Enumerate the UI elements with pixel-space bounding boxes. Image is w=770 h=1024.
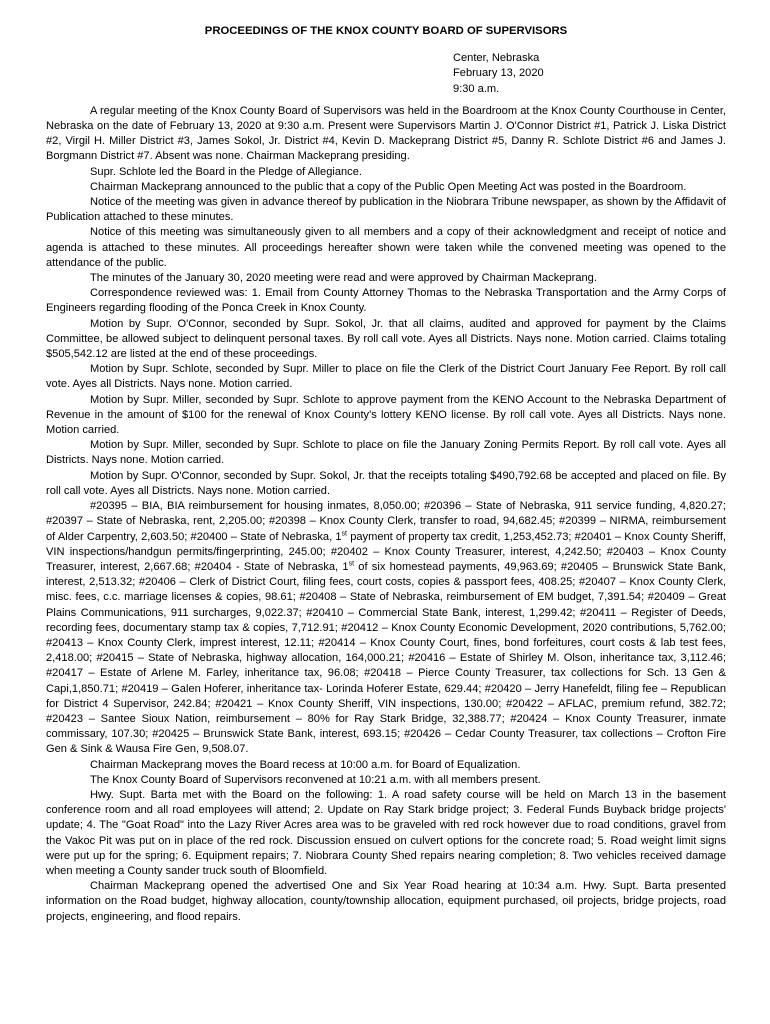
ordinal-suffix: st [341, 529, 347, 537]
paragraph-correspondence: Correspondence reviewed was: 1. Email from County Attorney Thomas to the Nebraska Transportation and the Army Corps of Engineers regarding flooding of the Ponca Creek in Knox County. [46, 287, 726, 315]
paragraph-highway-update: Hwy. Supt. Barta met with the Board on the following: 1. A road safety course will be held on March 13 in the basement conference room and all road employees will attend; 2. Update on Ray Stark bridge project; 3. Federal Funds Buyback bridge projects' update; 4. The "Goat Road" into the Lazy River Acres area was to be graveled with red rock however due to road conditions, gravel from the Vakoc Pit was put on in place of the red rock. Discussion ensued on culvert options for the concrete road; 5. Road weight limit signs were put up for the spring; 6. Equipment repairs; 7. Niobrara County Shed repairs nearing completion; 8. Two vehicles received damage when meeting a County sander truck south of Bloomfield. [46, 788, 726, 877]
meeting-time: 9:30 a.m. [453, 82, 500, 95]
paragraph-motion-claims: Motion by Supr. O'Connor, seconded by Supr. Sokol, Jr. that all claims, audited and approved for payment by the Claims Committee, be allowed subject to delinquent personal taxes. By roll call vote. Ayes all Districts. Nays none. Motion carried. Claims totaling $505,542.12 are listed at the end of these proceedings. [46, 317, 726, 361]
page-title: PROCEEDINGS OF THE KNOX COUNTY BOARD OF SUPERVISORS [204, 25, 568, 37]
paragraph-motion-keno: Motion by Supr. Miller, seconded by Supr. Schlote to approve payment from the KENO Account to the Nebraska Department of Revenue in the amount of $100 for the renewal of Knox County's lottery KENO license. By roll call vote. Ayes all Districts. Nays none. Motion carried. [46, 393, 726, 437]
document-page [46, 18, 726, 925]
paragraph-reconvened: The Knox County Board of Supervisors reconvened at 10:21 a.m. with all members present. [90, 773, 541, 786]
paragraph-notice-publication: Notice of the meeting was given in advance thereof by publication in the Niobrara Tribune newspaper, as shown by the Affidavit of Publication attached to these minutes. [46, 196, 726, 224]
paragraph-recess: Chairman Mackeprang moves the Board recess at 10:00 a.m. for Board of Equalization. [90, 758, 521, 771]
ordinal-suffix: st [348, 560, 355, 568]
paragraph-notice-members: Notice of this meeting was simultaneously given to all members and a copy of their acknowledgment and receipt of notice and agenda is attached to these minutes. All proceedings hereafter shown were taken while the convened meeting was opened to the attendance of the public. [46, 226, 726, 269]
meeting-location: Center, Nebraska [453, 52, 540, 65]
meeting-date: February 13, 2020 [453, 67, 544, 80]
paragraph-receipts-list [46, 499, 726, 757]
receipts-text-part-c: of six homestead payments, 49,963.69; #20405 – Brunswick State Bank, interest, 2,513.32; #20406 – Clerk of District Court, filing fees, court costs, copies & passport fees, 408.25; #20407 – Knox County Clerk, misc. fees, c.c. marriage licenses & copies, 98.61; #20408 – State of Nebraska, reimbursement of EM budget, 7,391.54; #20409 – Great Plains Communications, 911 surcharges, 9,022.37; #20410 – Commercial State Bank, interest, 1,299.42; #20411 – Register of Deeds, recording fees, documentary stamp tax & copies, 7,712.91; #20412 – Knox County Economic Development, 2020 contributions, 5,762.00; #20413 – Knox County Clerk, imprest interest, 12.11; #20414 – Knox County Court, fines, bond forfeitures, court costs & lab test fees, 2,418.00; #20415 – State of Nebraska, highway allocation, 164,000.21; #20416 – Estate of Shirley M. Olson, inheritance tax, 3,112.46; #20417 – Estate of Arlene M. Farley, inheritance tax, 96.08; #20418 – Pierce County Treasurer, tax collections for Sch. 13 Gen & Capi,1,850.71; #20419 – Galen Hoferer, inheritance tax- Lorinda Hoferer Estate, 629.44; #20420 – Jerry Hanefeldt, filing fee – Republican for District 4 Supervisor, 242.84; #20421 – Knox County Sheriff, VIN inspections, 130.00; #20422 – AFLAC, premium refund, 382.72; #20423 – Santee Sioux Nation, reimbursement – 80% for Ray Stark Bridge, 32,388.77; #20424 – Knox County Treasurer, inmate commissary, 107.30; #20425 – Brunswick State Bank, interest, 693.15; #20426 – Cedar County Treasurer, tax collections – Crofton Fire Gen & Sink & Wausa Fire Gen, 9,508.07. [46, 560, 726, 756]
dateline [453, 51, 726, 97]
paragraph-road-hearing: Chairman Mackeprang opened the advertised One and Six Year Road hearing at 10:34 a.m. Hwy. Supt. Barta presented information on the Road budget, highway allocation, county/township allocation, equipment purchased, oil projects, bridge projects, road projects, engineering, and flood repairs. [46, 880, 726, 923]
receipts-text-part-b: payment of property tax credit, 1,253,452.73; #20401 – Knox County Sheriff, VIN inspections/handgun permits/fingerprinting, 245.00; #20402 – Knox County Treasurer, interest, 4,242.50; #20403 – Knox County Treasurer, interest, 2,667.68; #20404 - State of Nebraska, 1 [46, 530, 726, 573]
paragraph-motion-zoning: Motion by Supr. Miller, seconded by Supr. Schlote to place on file the January Zoning Permits Report. By roll call vote. Ayes all Districts. Nays none. Motion carried. [46, 439, 726, 467]
paragraph-motion-receipts: Motion by Supr. O'Connor, seconded by Supr. Sokol, Jr. that the receipts totaling $490,792.68 be accepted and placed on file. By roll call vote. Ayes all Districts. Nays none. Motion carried. [46, 469, 726, 497]
paragraph-meeting-opening: A regular meeting of the Knox County Board of Supervisors was held in the Boardroom at the Knox County Courthouse in Center, Nebraska on the date of February 13, 2020 at 9:30 a.m. Present were Supervisors Martin J. O'Connor District #1, Patrick J. Liska District #2, Virgil H. Miller District #3, James Sokol, Jr. District #4, Kevin D. Mackeprang District #5, Danny R. Schlote District #6 and James J. Borgmann District #7. Absent was none. Chairman Mackeprang presiding. [46, 104, 726, 163]
receipts-text-part-a: #20395 – BIA, BIA reimbursement for housing inmates, 8,050.00; #20396 – State of Nebraska, 911 service funding, 4,820.27; #20397 – State of Nebraska, rent, 2,205.00; #20398 – Knox County Clerk, transfer to road, 94,682.45; #20399 – NIRMA, reimbursement of Alder Carpentry, 2,603.50; #20400 – State of Nebraska, 1 [46, 500, 726, 543]
paragraph-minutes-approval: The minutes of the January 30, 2020 meeting were read and were approved by Chairman Mackeprang. [90, 272, 597, 285]
paragraph-motion-fee-report: Motion by Supr. Schlote, seconded by Supr. Miller to place on file the Clerk of the District Court January Fee Report. By roll call vote. Ayes all Districts. Nays none. Motion carried. [46, 363, 726, 391]
paragraph-pledge: Supr. Schlote led the Board in the Pledge of Allegiance. [90, 165, 362, 178]
paragraph-open-meeting-act: Chairman Mackeprang announced to the public that a copy of the Public Open Meeting Act was posted in the Boardroom. [90, 180, 687, 193]
